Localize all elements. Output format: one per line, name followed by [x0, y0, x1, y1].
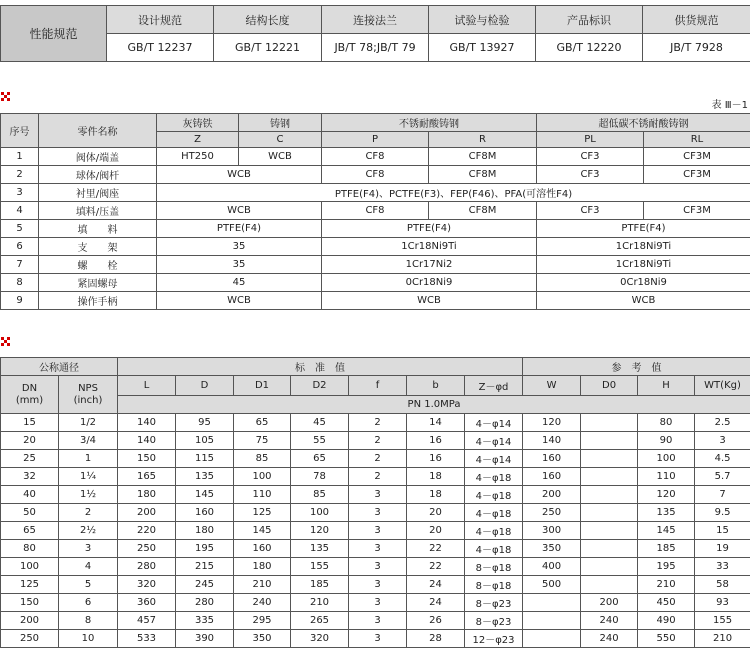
- cell: 335: [176, 612, 234, 630]
- header-dn-label: DN: [21, 382, 38, 394]
- table-row: [1, 504, 750, 522]
- cell: 185: [638, 540, 695, 558]
- cell: 18: [407, 468, 465, 486]
- cell: 4－φ18: [465, 522, 523, 540]
- cell: 1Cr18Ni9Ti: [322, 238, 537, 256]
- cell: 5.7: [695, 468, 750, 486]
- cell: 78: [291, 468, 349, 486]
- header-dn: [1, 376, 59, 414]
- cell: [581, 558, 638, 576]
- cell: 3: [349, 612, 407, 630]
- section-marker-icon: [1, 92, 11, 102]
- cell: 8－φ23: [465, 612, 523, 630]
- table-row: [1, 414, 750, 432]
- cell: 15: [695, 522, 750, 540]
- header-nps-label: NPS: [78, 382, 98, 394]
- standards-label: 性能规范: [1, 6, 107, 62]
- code-c: C: [239, 132, 322, 148]
- cell: 3: [349, 594, 407, 612]
- cell: 400: [523, 558, 581, 576]
- cell: 螺 栓: [39, 256, 157, 274]
- cell: 450: [638, 594, 695, 612]
- cell: 80: [1, 540, 59, 558]
- cell: 300: [523, 522, 581, 540]
- cell: 20: [407, 504, 465, 522]
- standards-header: 结构长度: [214, 6, 322, 34]
- cell: 135: [176, 468, 234, 486]
- cell: 3: [349, 558, 407, 576]
- cell: 125: [1, 576, 59, 594]
- table-row: [1, 594, 750, 612]
- cell: 12－φ23: [465, 630, 523, 648]
- table-row: [1, 292, 750, 310]
- cell: 533: [118, 630, 176, 648]
- cell: 3: [349, 486, 407, 504]
- header-low-carbon: 超低碳不锈耐酸铸钢: [537, 114, 750, 132]
- pressure-rating: PN 1.0MPa: [118, 396, 750, 414]
- cell: 1Cr18Ni9Ti: [537, 256, 750, 274]
- cell: 245: [176, 576, 234, 594]
- table-row: [1, 256, 750, 274]
- cell: WCB: [322, 292, 537, 310]
- standards-value: GB/T 13927: [429, 34, 536, 62]
- cell: 265: [291, 612, 349, 630]
- cell: 200: [581, 594, 638, 612]
- cell: 140: [118, 432, 176, 450]
- cell: 250: [118, 540, 176, 558]
- cell: 210: [638, 576, 695, 594]
- cell: 0Cr18Ni9: [322, 274, 537, 292]
- cell: 185: [291, 576, 349, 594]
- cell: 24: [407, 576, 465, 594]
- cell: 20: [1, 432, 59, 450]
- cell: 9.5: [695, 504, 750, 522]
- header-cast-steel: 铸钢: [239, 114, 322, 132]
- standards-header: 试验与检验: [429, 6, 536, 34]
- standards-value: GB/T 12237: [107, 34, 214, 62]
- cell: 3: [349, 540, 407, 558]
- cell: 1¼: [59, 468, 118, 486]
- cell: 2: [59, 504, 118, 522]
- cell: 4－φ18: [465, 486, 523, 504]
- standards-header: 连接法兰: [322, 6, 429, 34]
- cell: 16: [407, 450, 465, 468]
- cell: 33: [695, 558, 750, 576]
- dimensions-table: [0, 357, 750, 648]
- header-col: Z－φd: [465, 376, 523, 396]
- cell: 140: [523, 432, 581, 450]
- table-row: [1, 184, 750, 202]
- cell: 210: [695, 630, 750, 648]
- cell: 32: [1, 468, 59, 486]
- cell: 8－φ18: [465, 576, 523, 594]
- cell: 22: [407, 540, 465, 558]
- code-r: R: [429, 132, 537, 148]
- standards-table: [0, 5, 750, 62]
- table-row: [1, 612, 750, 630]
- cell: WCB: [537, 292, 750, 310]
- cell: 280: [118, 558, 176, 576]
- standards-value: GB/T 12221: [214, 34, 322, 62]
- header-nps: [59, 376, 118, 414]
- table-row: [1, 450, 750, 468]
- header-part: 零件名称: [39, 114, 157, 148]
- cell: 280: [176, 594, 234, 612]
- cell: 240: [234, 594, 291, 612]
- cell: CF8: [322, 202, 429, 220]
- cell: 120: [523, 414, 581, 432]
- header-col: WT(Kg): [695, 376, 750, 396]
- cell: CF3: [537, 202, 644, 220]
- cell: 125: [234, 504, 291, 522]
- cell: 1Cr18Ni9Ti: [537, 238, 750, 256]
- cell: 160: [523, 450, 581, 468]
- cell: 105: [176, 432, 234, 450]
- cell: 250: [1, 630, 59, 648]
- cell: WCB: [157, 166, 322, 184]
- header-dn-unit: (mm): [15, 394, 44, 406]
- cell: 145: [638, 522, 695, 540]
- cell: 165: [118, 468, 176, 486]
- cell: 90: [638, 432, 695, 450]
- cell: 2.5: [695, 414, 750, 432]
- cell: 15: [1, 414, 59, 432]
- table-row: [1, 486, 750, 504]
- cell: 195: [638, 558, 695, 576]
- cell: 8: [59, 612, 118, 630]
- cell: CF3M: [644, 148, 750, 166]
- cell: 24: [407, 594, 465, 612]
- cell: 3: [695, 432, 750, 450]
- cell: 3: [349, 522, 407, 540]
- cell: 1½: [59, 486, 118, 504]
- cell: 210: [234, 576, 291, 594]
- cell: 22: [407, 558, 465, 576]
- cell: 250: [523, 504, 581, 522]
- cell: WCB: [239, 148, 322, 166]
- cell: [523, 594, 581, 612]
- table-tag: 表 Ⅲ－1: [711, 100, 748, 111]
- cell: CF8M: [429, 148, 537, 166]
- cell: 3: [349, 630, 407, 648]
- cell: CF3: [537, 148, 644, 166]
- table-row: [1, 432, 750, 450]
- table-row: [1, 220, 750, 238]
- cell: 28: [407, 630, 465, 648]
- cell: 40: [1, 486, 59, 504]
- cell: 75: [234, 432, 291, 450]
- cell: 100: [1, 558, 59, 576]
- cell: 155: [695, 612, 750, 630]
- cell: 195: [176, 540, 234, 558]
- header-stainless: 不锈耐酸铸钢: [322, 114, 537, 132]
- cell: 100: [291, 504, 349, 522]
- cell: 3: [349, 504, 407, 522]
- cell: 4－φ14: [465, 414, 523, 432]
- cell: 4－φ14: [465, 432, 523, 450]
- cell: 7: [695, 486, 750, 504]
- cell: 180: [118, 486, 176, 504]
- cell: 1: [1, 148, 39, 166]
- cell: 26: [407, 612, 465, 630]
- cell: 1Cr17Ni2: [322, 256, 537, 274]
- cell: 6: [59, 594, 118, 612]
- cell: 55: [291, 432, 349, 450]
- cell: 2: [1, 166, 39, 184]
- cell: 215: [176, 558, 234, 576]
- cell: 110: [638, 468, 695, 486]
- cell: 220: [118, 522, 176, 540]
- cell: [581, 468, 638, 486]
- cell: 0Cr18Ni9: [537, 274, 750, 292]
- cell: 140: [118, 414, 176, 432]
- header-col: f: [349, 376, 407, 396]
- cell: 200: [523, 486, 581, 504]
- code-rl: RL: [644, 132, 750, 148]
- cell: [581, 432, 638, 450]
- cell: 180: [234, 558, 291, 576]
- cell: 50: [1, 504, 59, 522]
- cell: 95: [176, 414, 234, 432]
- cell: [581, 486, 638, 504]
- cell: 3: [1, 184, 39, 202]
- cell: 155: [291, 558, 349, 576]
- cell: 阀体/端盖: [39, 148, 157, 166]
- cell: 457: [118, 612, 176, 630]
- cell: 145: [234, 522, 291, 540]
- header-col: H: [638, 376, 695, 396]
- cell: 350: [234, 630, 291, 648]
- cell: 5: [59, 576, 118, 594]
- table-row: [1, 522, 750, 540]
- cell: [581, 504, 638, 522]
- cell: [523, 612, 581, 630]
- cell: 3: [349, 576, 407, 594]
- cell: WCB: [157, 292, 322, 310]
- cell: 360: [118, 594, 176, 612]
- table-row: [1, 468, 750, 486]
- cell: 4: [59, 558, 118, 576]
- cell: HT250: [157, 148, 239, 166]
- cell: 350: [523, 540, 581, 558]
- cell: CF8M: [429, 202, 537, 220]
- cell: 球体/阀杆: [39, 166, 157, 184]
- header-nominal: 公称通径: [1, 358, 118, 376]
- cell: 2: [349, 414, 407, 432]
- cell: 160: [234, 540, 291, 558]
- cell: 2: [349, 432, 407, 450]
- cell: 200: [1, 612, 59, 630]
- cell: 240: [581, 612, 638, 630]
- standards-value: GB/T 12220: [536, 34, 643, 62]
- cell: WCB: [157, 202, 322, 220]
- cell: [581, 450, 638, 468]
- header-col: D: [176, 376, 234, 396]
- cell: 19: [695, 540, 750, 558]
- cell: CF3M: [644, 166, 750, 184]
- cell: 2: [349, 468, 407, 486]
- cell: PTFE(F4): [537, 220, 750, 238]
- cell: 210: [291, 594, 349, 612]
- cell: 1: [59, 450, 118, 468]
- cell: 500: [523, 576, 581, 594]
- standards-header: 设计规范: [107, 6, 214, 34]
- cell: 80: [638, 414, 695, 432]
- cell: 填 料: [39, 220, 157, 238]
- dimensions-body: [1, 414, 750, 648]
- cell: 240: [581, 630, 638, 648]
- cell: 135: [291, 540, 349, 558]
- cell: 衬里/阀座: [39, 184, 157, 202]
- standards-value: JB/T 7928: [643, 34, 750, 62]
- table-row: [1, 274, 750, 292]
- cell: 8－φ23: [465, 594, 523, 612]
- cell: 58: [695, 576, 750, 594]
- cell: 填料/压盖: [39, 202, 157, 220]
- cell: 紧固螺母: [39, 274, 157, 292]
- cell: 4.5: [695, 450, 750, 468]
- cell: PTFE(F4)、PCTFE(F3)、FEP(F46)、PFA(可溶性F4): [157, 184, 750, 202]
- standards-header: 供货规范: [643, 6, 750, 34]
- cell: 100: [638, 450, 695, 468]
- cell: 20: [407, 522, 465, 540]
- cell: 8－φ18: [465, 558, 523, 576]
- cell: 2: [349, 450, 407, 468]
- cell: 150: [118, 450, 176, 468]
- cell: 9: [1, 292, 39, 310]
- code-z: Z: [157, 132, 239, 148]
- cell: 10: [59, 630, 118, 648]
- table-row: [1, 148, 750, 166]
- cell: [523, 630, 581, 648]
- cell: [581, 576, 638, 594]
- cell: 4－φ18: [465, 468, 523, 486]
- cell: 120: [638, 486, 695, 504]
- cell: 4－φ18: [465, 540, 523, 558]
- cell: 8: [1, 274, 39, 292]
- header-col: b: [407, 376, 465, 396]
- header-col: L: [118, 376, 176, 396]
- section-marker-icon: [1, 337, 11, 347]
- table-row: [1, 238, 750, 256]
- cell: CF3M: [644, 202, 750, 220]
- cell: 390: [176, 630, 234, 648]
- cell: 1/2: [59, 414, 118, 432]
- cell: 25: [1, 450, 59, 468]
- cell: 160: [523, 468, 581, 486]
- cell: CF8: [322, 148, 429, 166]
- cell: 295: [234, 612, 291, 630]
- cell: CF8M: [429, 166, 537, 184]
- cell: 200: [118, 504, 176, 522]
- header-no: 序号: [1, 114, 39, 148]
- cell: 45: [157, 274, 322, 292]
- cell: 145: [176, 486, 234, 504]
- table-row: [1, 558, 750, 576]
- cell: 550: [638, 630, 695, 648]
- cell: [581, 540, 638, 558]
- cell: 3/4: [59, 432, 118, 450]
- cell: 320: [291, 630, 349, 648]
- header-nps-unit: (inch): [73, 394, 103, 406]
- cell: 180: [176, 522, 234, 540]
- cell: 115: [176, 450, 234, 468]
- cell: 100: [234, 468, 291, 486]
- table-row: [1, 540, 750, 558]
- cell: 4－φ18: [465, 504, 523, 522]
- cell: 支 架: [39, 238, 157, 256]
- cell: 4－φ14: [465, 450, 523, 468]
- cell: 35: [157, 238, 322, 256]
- table-row: [1, 576, 750, 594]
- cell: 6: [1, 238, 39, 256]
- cell: 5: [1, 220, 39, 238]
- cell: 85: [291, 486, 349, 504]
- header-grey-iron: 灰铸铁: [157, 114, 239, 132]
- cell: 7: [1, 256, 39, 274]
- cell: 65: [1, 522, 59, 540]
- cell: CF8: [322, 166, 429, 184]
- cell: 110: [234, 486, 291, 504]
- header-col: D1: [234, 376, 291, 396]
- table-row: [1, 202, 750, 220]
- standards-value: JB/T 78;JB/T 79: [322, 34, 429, 62]
- materials-table: [0, 113, 750, 310]
- cell: PTFE(F4): [157, 220, 322, 238]
- cell: PTFE(F4): [322, 220, 537, 238]
- table-row: [1, 630, 750, 648]
- header-col: D2: [291, 376, 349, 396]
- cell: 65: [291, 450, 349, 468]
- cell: 3: [59, 540, 118, 558]
- header-standard: 标 准 值: [118, 358, 523, 376]
- cell: 65: [234, 414, 291, 432]
- header-reference: 参 考 值: [523, 358, 750, 376]
- cell: 160: [176, 504, 234, 522]
- cell: 14: [407, 414, 465, 432]
- code-pl: PL: [537, 132, 644, 148]
- code-p: P: [322, 132, 429, 148]
- cell: CF3: [537, 166, 644, 184]
- cell: 135: [638, 504, 695, 522]
- cell: 490: [638, 612, 695, 630]
- cell: 150: [1, 594, 59, 612]
- cell: 4: [1, 202, 39, 220]
- cell: 35: [157, 256, 322, 274]
- cell: 16: [407, 432, 465, 450]
- cell: 85: [234, 450, 291, 468]
- cell: [581, 522, 638, 540]
- table-row: [1, 166, 750, 184]
- header-col: D0: [581, 376, 638, 396]
- standards-header: 产品标识: [536, 6, 643, 34]
- cell: 120: [291, 522, 349, 540]
- cell: 2½: [59, 522, 118, 540]
- header-col: W: [523, 376, 581, 396]
- cell: [581, 414, 638, 432]
- cell: 93: [695, 594, 750, 612]
- cell: 45: [291, 414, 349, 432]
- cell: 320: [118, 576, 176, 594]
- cell: 操作手柄: [39, 292, 157, 310]
- cell: 18: [407, 486, 465, 504]
